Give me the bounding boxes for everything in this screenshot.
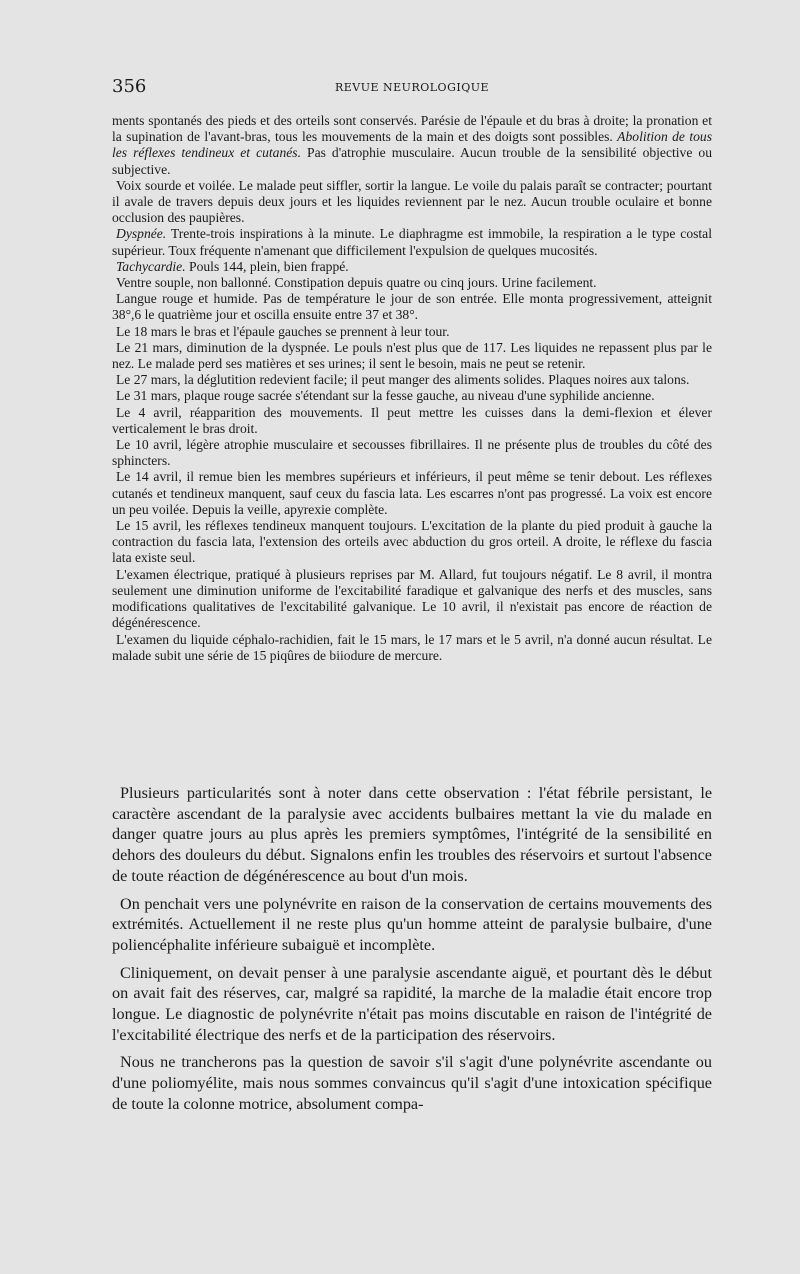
discussion-paragraph: Cliniquement, on devait penser à une paralysie ascendante aiguë, et pourtant dès le début on avait fait des réserves, car, malgré sa rapidité, la marche de la maladie était encore trop longue. Le diagnostic de polynévrite n'était pas moins discutable en raison de l'intégrité de l'excitabilité électrique des nerfs et de la participation des réservoirs. <box>112 963 712 1044</box>
page-number: 356 <box>112 76 147 97</box>
observation-paragraph: Le 14 avril, il remue bien les membres supérieurs et inférieurs, il peut même se tenir debout. Les réflexes cutanés et tendineux manquent, sauf ceux du fascia lata. Les escarres n'ont pas progressé. La voix est encore un peu voilée. Depuis la veille, apyrexie complète. <box>112 469 712 517</box>
observation-paragraph <box>112 226 712 258</box>
observation-paragraph: Le 27 mars, la déglutition redevient facile; il peut manger des aliments solides. Plaques noires aux talons. <box>116 372 690 388</box>
observation-text <box>112 113 712 664</box>
running-title: REVUE NEUROLOGIQUE <box>334 81 490 94</box>
observation-paragraph: Langue rouge et humide. Pas de température le jour de son entrée. Elle monta progressivement, atteignit 38°,6 le quatrième jour et oscilla ensuite entre 37 et 38°. <box>112 291 712 323</box>
observation-paragraph: Le 31 mars, plaque rouge sacrée s'étendant sur la fesse gauche, au niveau d'une syphilide ancienne. <box>116 388 655 404</box>
discussion-paragraph: On penchait vers une polynévrite en raison de la conservation de certains mouvements des extrémités. Actuellement il ne reste plus qu'un homme atteint de paralysie bulbaire, d'une poliencéphalite inférieure subaiguë et incomplète. <box>112 894 712 954</box>
text-run: Pas d'atrophie musculaire. Aucun trouble de la sensibilité objective ou subjective. <box>112 145 712 177</box>
observation-paragraph: Le 10 avril, légère atrophie musculaire et secousses fibrillaires. Il ne présente plus de troubles du côté des sphincters. <box>112 437 712 469</box>
italic-heading: Dyspnée. <box>116 226 167 242</box>
observation-paragraph <box>112 113 712 178</box>
discussion-paragraph: Plusieurs particularités sont à noter dans cette observation : l'état fébrile persistant, le caractère ascendant de la paralysie avec accidents bulbaires mettant la vie du malade en danger quatre jours au plus après les premiers symptômes, l'intégrité de la sensibilité en dehors des douleurs du début. Signalons enfin les troubles des réservoirs et surtout l'absence de toute réaction de dégénérescence au bout d'un mois. <box>112 784 712 885</box>
observation-paragraph: Le 4 avril, réapparition des mouvements. Il peut mettre les cuisses dans la demi-flexion et élever verticalement le bras droit. <box>112 404 712 436</box>
observation-paragraph <box>112 259 712 275</box>
discussion-paragraph: Nous ne trancherons pas la question de savoir s'il s'agit d'une polynévrite ascendante ou d'une poliomyélite, mais nous sommes convaincus qu'il s'agit d'une intoxication spécifique de toute la colonne motrice, absolument compa- <box>112 1053 712 1113</box>
observation-paragraph: Voix sourde et voilée. Le malade peut siffler, sortir la langue. Le voile du palais paraît se contracter; pourtant il avale de travers depuis deux jours et les liquides reviennent par le nez. Aucun trouble oculaire et bonne occlusion des paupières. <box>112 177 712 226</box>
page-header <box>112 76 712 100</box>
observation-paragraph: Le 15 avril, les réflexes tendineux manquent toujours. L'excitation de la plante du pied produit à gauche la contraction du fascia lata, l'extension des orteils avec abduction du gros orteil. A droite, le réflexe du fascia lata existe seul. <box>112 518 712 566</box>
observation-paragraph: Ventre souple, non ballonné. Constipation depuis quatre ou cinq jours. Urine facilement. <box>116 275 597 291</box>
observation-paragraph: L'examen électrique, pratiqué à plusieurs reprises par M. Allard, fut toujours négatif. Le 8 avril, il montra seulement une diminution uniforme de l'excitabilité faradique et galvanique des nerfs et des muscles, sans modifications qualitatives de l'excitabilité galvanique. Le 10 avril, il n'existait pas encore de réaction de dégénérescence. <box>112 566 712 631</box>
italic-heading: Tachycardie. <box>116 258 186 274</box>
observation-paragraph: Le 18 mars le bras et l'épaule gauches se prennent à leur tour. <box>116 323 450 339</box>
italic-phrase: Abolition de tous les réflexes tendineux et cutanés. <box>112 129 712 161</box>
observation-paragraph: Le 21 mars, diminution de la dyspnée. Le pouls n'est plus que de 117. Les liquides ne repassent plus par le nez. Le malade perd ses matières et ses urines; il sent le besoin, mais ne peut se retenir. <box>112 339 712 372</box>
observation-paragraph: L'examen du liquide céphalo-rachidien, fait le 15 mars, le 17 mars et le 5 avril, n'a donné aucun résultat. Le malade subit une série de 15 piqûres de biiodure de mercure. <box>112 631 712 663</box>
text-run: ments spontanés des pieds et des orteils sont conservés. Parésie de l'épaule et du bras à droite; la pronation et la supination de l'avant-bras, tous les mouvements de la main et des doigts sont possibles. <box>112 113 712 145</box>
discussion-text <box>112 783 712 1115</box>
text-run: Trente-trois inspirations à la minute. Le diaphragme est immobile, la respiration a le type costal supérieur. Toux fréquente n'amenant que difficilement l'expulsion de quelques mucosités. <box>112 226 712 258</box>
text-run: Pouls 144, plein, bien frappé. <box>185 258 349 274</box>
